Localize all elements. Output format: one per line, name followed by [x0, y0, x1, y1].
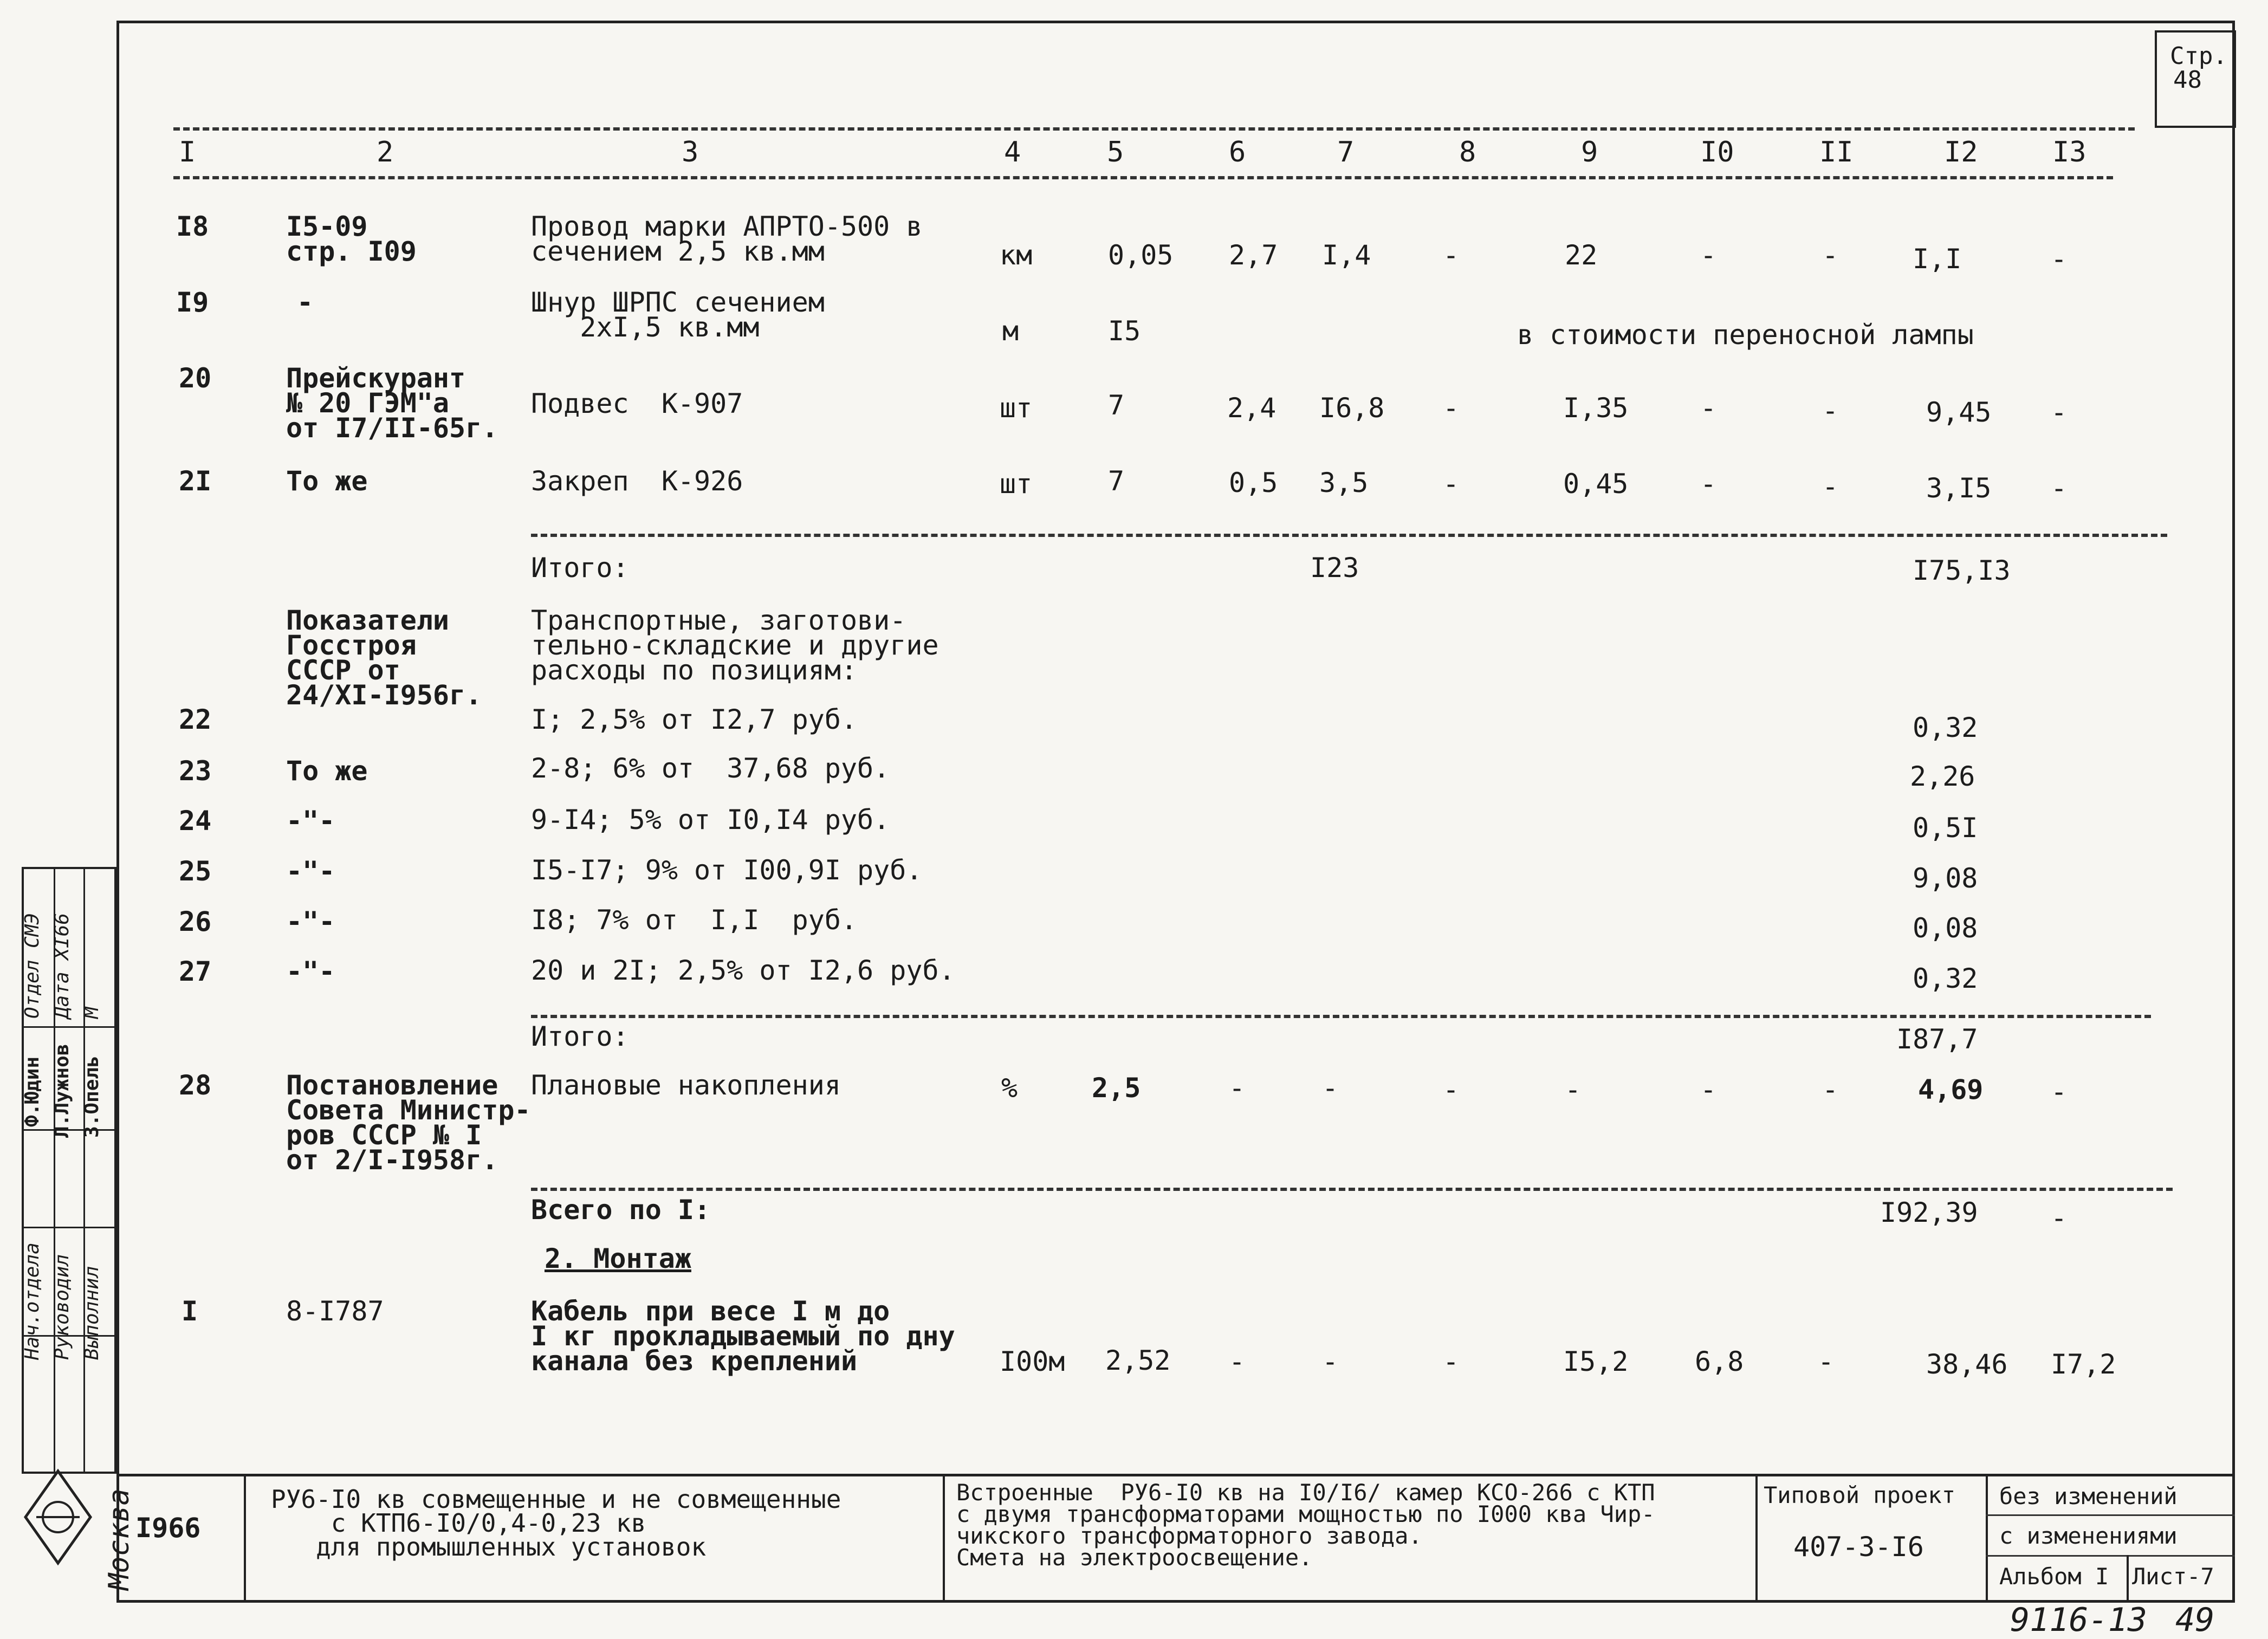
row-number: 23 [179, 755, 212, 787]
tb-row-1 [1986, 1514, 2235, 1516]
row-basis: Прейскурант № 20 ГЭМ"а от I7/II-65г. [286, 362, 498, 444]
row-col10: - [1700, 468, 1717, 500]
row-col8: - [1443, 1074, 1460, 1105]
row-col12: 38,46 [1926, 1349, 2008, 1380]
total-label: Всего по I: [531, 1194, 711, 1226]
row-col13: - [2051, 397, 2068, 428]
row-col7: 3,5 [1319, 467, 1369, 498]
row-number: I9 [176, 287, 209, 318]
tb-with-changes: с изменениями [1999, 1523, 2178, 1549]
row-col7: - [1322, 1346, 1339, 1377]
institute-logo [23, 1466, 93, 1569]
row-qty: 2,5 [1092, 1072, 1141, 1104]
tb-divider-4 [1986, 1474, 1988, 1603]
col-header-10: I0 [1700, 136, 1734, 169]
archive-number: 49 [2175, 1601, 2215, 1639]
col-header-11: II [1819, 136, 1854, 169]
overhead-text: 2-8; 6% от 37,68 руб. [531, 753, 890, 784]
col-header-6: 6 [1229, 136, 1246, 169]
overhead-text: I5-I7; 9% от I00,9I руб. [531, 854, 923, 886]
row-name: Кабель при весе I м до I кг прокладываемый по дну канала без креплений [531, 1295, 955, 1377]
row-unit: I00м [1000, 1346, 1065, 1377]
total-col13: - [2051, 1202, 2068, 1234]
row-col8: - [1443, 468, 1460, 500]
row-col10: 6,8 [1695, 1346, 1744, 1377]
stamp-name-3: З.Опель [81, 1055, 103, 1138]
tb-subject: РУ6-I0 кв совмещенные и не совмещенные с КТП6-I0/0,4-0,23 кв для промышленных установок [271, 1485, 841, 1562]
row-col12: 4,69 [1918, 1074, 1984, 1105]
itogo2-col12: I87,7 [1896, 1023, 1978, 1055]
row-col6: - [1229, 1072, 1246, 1104]
row-basis: - [297, 287, 314, 318]
tb-city: Москва [103, 1488, 135, 1590]
row-col8: - [1443, 392, 1460, 424]
row-number: 25 [179, 856, 212, 887]
stamp-dept: Отдел СМЭ [21, 912, 43, 1019]
page-number: 48 [2173, 66, 2202, 94]
row-basis: I5-09 стр. I09 [286, 211, 417, 267]
tb-divider-2 [943, 1474, 945, 1603]
col-header-3: 3 [682, 136, 699, 169]
row-unit: шт [1000, 468, 1033, 500]
stamp-name-1: Ф.Юдин [21, 1056, 43, 1127]
section-heading: 2. Монтаж [545, 1243, 691, 1274]
row-unit: % [1001, 1072, 1018, 1104]
stamp-name-2: Л.Лужнов [51, 1044, 73, 1138]
row-col6: - [1229, 1346, 1246, 1377]
row-number: I [182, 1295, 198, 1327]
row-name: Плановые накопления [531, 1070, 841, 1101]
row-number: 22 [179, 704, 212, 735]
row-col11: - [1822, 471, 1839, 502]
overhead-basis-row: То же [286, 755, 368, 787]
row-col13: - [2051, 472, 2068, 504]
stamp-role-1: Нач.отдела [21, 1242, 43, 1360]
row-col11: - [1822, 239, 1839, 271]
row-qty: 7 [1108, 465, 1125, 497]
col-header-2: 2 [377, 136, 394, 169]
row-col13: I7,2 [2051, 1349, 2116, 1380]
row-col9: I,35 [1563, 392, 1629, 424]
overhead-text: 9-I4; 5% от I0,I4 руб. [531, 804, 890, 835]
tb-project-label: Типовой проект [1764, 1482, 1956, 1508]
row-number: 26 [179, 906, 212, 937]
row-col6: 2,4 [1227, 392, 1276, 424]
row-col13: - [2051, 243, 2068, 275]
overhead-value: 0,08 [1913, 912, 1978, 944]
itogo-label: Итого: [531, 552, 629, 584]
stamp-role-3: Выполнил [81, 1266, 103, 1360]
overhead-value: 9,08 [1913, 863, 1978, 894]
row-name: Провод марки АПРТО-500 в сечением 2,5 кв.мм [531, 211, 923, 267]
row-col12: I,I [1913, 243, 1962, 275]
overhead-basis-row: -"- [286, 956, 335, 987]
overhead-intro: Транспортные, заготови- тельно-складские и другие расходы по позициям: [531, 605, 939, 686]
row-col11: - [1818, 1346, 1835, 1377]
row-note: в стоимости переносной лампы [1517, 319, 1974, 351]
row-col9: - [1565, 1074, 1582, 1105]
row-col11: - [1822, 395, 1839, 426]
row-name: Подвес К-907 [531, 388, 743, 419]
row-number: I8 [176, 211, 209, 242]
tb-divider-5 [2127, 1555, 2129, 1603]
row-number: 2I [179, 465, 212, 497]
row-number: 28 [179, 1070, 212, 1101]
tb-year: I966 [135, 1512, 201, 1544]
col-header-1: I [179, 136, 196, 169]
overhead-basis: Показатели Госстроя СССР от 24/XI-I956г. [286, 605, 482, 711]
row-basis: Постановление Совета Министр- ров СССР № I от 2/I-I958г. [286, 1070, 531, 1176]
row-unit: шт [1000, 392, 1033, 424]
stamp-date: Дата XI66 [51, 912, 73, 1019]
tb-row-2 [1986, 1555, 2235, 1557]
subtotal-rule [531, 534, 2167, 537]
row-name: Шнур ШРПС сечением 2xI,5 кв.мм [531, 287, 825, 343]
row-col8: - [1443, 239, 1460, 271]
col-header-8: 8 [1459, 136, 1476, 169]
overhead-basis-row: -"- [286, 856, 335, 887]
col-header-13: I3 [2052, 136, 2086, 169]
stamp-role-2: Руководил [51, 1254, 73, 1360]
row-qty: 2,52 [1105, 1345, 1171, 1376]
header-bottom-rule [173, 176, 2113, 179]
overhead-value: 0,5I [1913, 812, 1978, 844]
row-name: Закреп К-926 [531, 465, 743, 497]
total-rule [531, 1188, 2173, 1191]
page-number-box [2155, 30, 2236, 128]
row-col7: I6,8 [1319, 392, 1385, 424]
row-col12: 9,45 [1926, 397, 1992, 428]
itogo-col12: I75,I3 [1913, 555, 2011, 586]
row-col10: - [1700, 1074, 1717, 1105]
stamp-scale: М [81, 1007, 103, 1019]
overhead-basis-row: -"- [286, 906, 335, 937]
row-basis: То же [286, 465, 368, 497]
row-col13: - [2051, 1076, 2068, 1107]
itogo-col7: I23 [1310, 552, 1359, 584]
tb-sheet: Лист-7 [2132, 1563, 2214, 1590]
col-header-5: 5 [1107, 136, 1124, 169]
total-col12: I92,39 [1880, 1197, 1978, 1228]
row-unit: км [1000, 239, 1033, 271]
page-label: Стр. [2170, 42, 2227, 70]
tb-divider-3 [1755, 1474, 1758, 1603]
overhead-value: 0,32 [1913, 963, 1978, 994]
col-header-9: 9 [1581, 136, 1598, 169]
overhead-text: I; 2,5% от I2,7 руб. [531, 704, 858, 735]
row-col12: 3,I5 [1926, 472, 1992, 504]
overhead-basis-row: -"- [286, 805, 335, 837]
row-col9: I5,2 [1563, 1346, 1629, 1377]
col-header-7: 7 [1337, 136, 1355, 169]
col-header-12: I2 [1944, 136, 1978, 169]
row-unit: м [1002, 315, 1019, 347]
tb-project-number: 407-3-I6 [1793, 1531, 1924, 1563]
row-col10: - [1700, 392, 1717, 424]
overhead-value: 0,32 [1913, 712, 1978, 743]
row-col9: 0,45 [1563, 468, 1629, 500]
row-col7: - [1322, 1072, 1339, 1104]
tb-album: Альбом I [1999, 1563, 2109, 1590]
subtotal-rule-2 [531, 1015, 2151, 1018]
tb-description: Встроенные РУ6-I0 кв на I0/I6/ камер КСО-266 с КТП с двумя трансформаторами мощностью по I000 ква Чир- чикского трансформаторного завода. Смета на электроосвещение. [956, 1479, 1655, 1571]
row-col10: - [1700, 239, 1717, 271]
overhead-text: I8; 7% от I,I руб. [531, 904, 858, 936]
row-col11: - [1822, 1074, 1839, 1105]
overhead-text: 20 и 2I; 2,5% от I2,6 руб. [531, 955, 955, 986]
col-header-4: 4 [1004, 136, 1021, 169]
row-qty: I5 [1108, 315, 1141, 347]
row-number: 27 [179, 956, 212, 987]
row-number: 24 [179, 805, 212, 837]
row-col6: 2,7 [1229, 239, 1278, 271]
row-col9: 22 [1565, 239, 1598, 271]
row-col6: 0,5 [1229, 467, 1278, 498]
row-basis: 8-I787 [286, 1295, 384, 1327]
archive-code: 9116-13 [2010, 1601, 2147, 1639]
tb-no-changes: без изменений [1999, 1483, 2178, 1510]
row-col7: I,4 [1322, 239, 1371, 271]
tb-divider-1 [244, 1474, 246, 1603]
row-col8: - [1443, 1346, 1460, 1377]
row-qty: 0,05 [1108, 239, 1174, 271]
row-number: 20 [179, 362, 212, 394]
overhead-value: 2,26 [1910, 761, 1975, 792]
row-qty: 7 [1108, 390, 1125, 421]
itogo2-label: Итого: [531, 1021, 629, 1052]
header-top-rule [173, 127, 2135, 131]
